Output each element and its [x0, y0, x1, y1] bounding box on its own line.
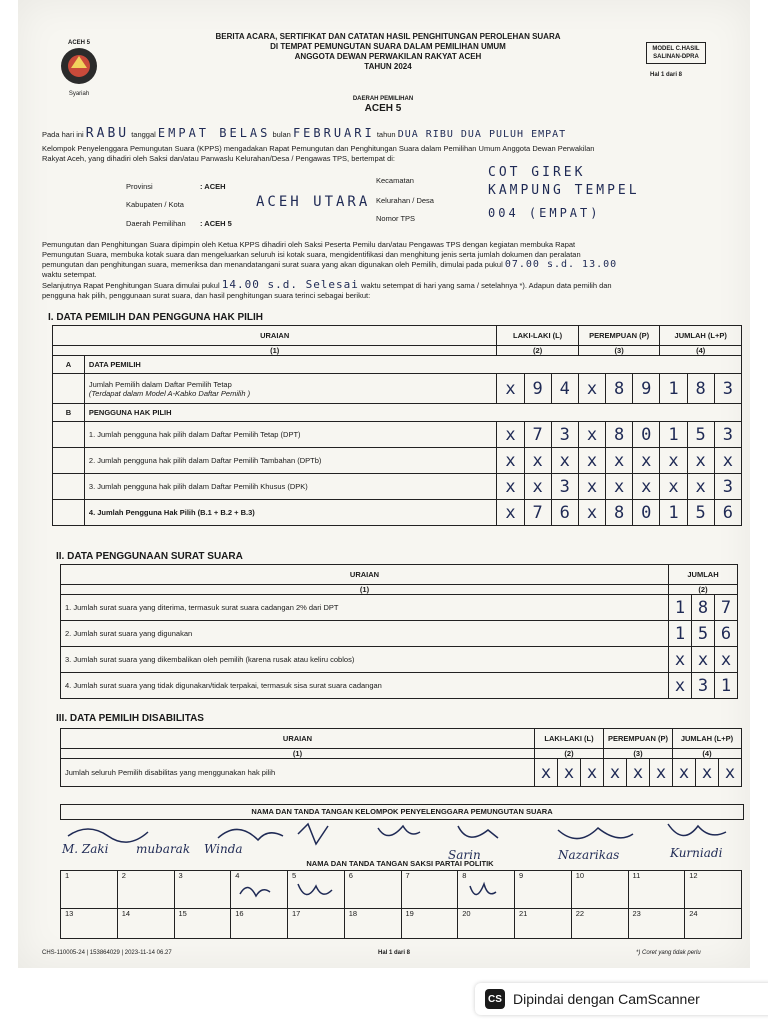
s2-row2-v-2: 5 — [692, 621, 715, 647]
title-line-3: ANGGOTA DEWAN PERWAKILAN RAKYAT ACEH — [294, 52, 482, 61]
s3-p-3: x — [650, 759, 673, 787]
s3-l-2: x — [558, 759, 581, 787]
s2-row2-label: 2. Jumlah surat suara yang digunakan — [61, 621, 669, 647]
s3-col-p: PEREMPUAN (P) — [604, 729, 673, 749]
s2-row2-v-1: 1 — [669, 621, 692, 647]
s3-j-1: x — [673, 759, 696, 787]
saksi-7: 7 — [401, 871, 458, 909]
tps-value: 004 (EMPAT) — [488, 206, 601, 220]
s2-row3-v-3: x — [715, 647, 738, 673]
tanggal-value: EMPAT BELAS — [157, 126, 271, 140]
camscanner-watermark — [475, 983, 768, 1015]
s3-l-3: x — [581, 759, 604, 787]
intro-text-b: tanggal — [131, 130, 156, 139]
section3-table — [60, 728, 742, 787]
kecamatan-value: COT GIREK — [488, 165, 586, 180]
footer-page: Hal 1 dari 8 — [378, 950, 411, 956]
s1-a1-p-1: x — [578, 374, 605, 404]
camscanner-logo-icon: CS — [485, 989, 505, 1009]
s1-b1-l-3: 3 — [551, 422, 578, 448]
s1-b4-label: 4. Jumlah Pengguna Hak Pilih (B.1 + B.2 + B.3) — [84, 500, 496, 526]
s1-b4-j-3: 6 — [714, 500, 741, 526]
s1-b1-p-1: x — [578, 422, 605, 448]
form-paper — [18, 0, 750, 968]
s1-b4-p-3: 0 — [633, 500, 660, 526]
s1-a1-label: Jumlah Pemilih dalam Daftar Pemilih Tetap — [88, 379, 232, 389]
s1-col-l: LAKI-LAKI (L) — [497, 326, 579, 346]
s1-b1-j-1: 1 — [660, 422, 687, 448]
s2-row3-label: 3. Jumlah surat suara yang dikembalikan oleh pemilih (karena rusak atau keliru coblos) — [61, 647, 669, 673]
page-number: Hal 1 dari 8 — [650, 72, 683, 78]
s2-n1: (1) — [61, 585, 669, 595]
s1-b2-l-1: x — [497, 448, 524, 474]
saksi-5: 5 — [288, 871, 345, 909]
s1-b2-j-1: x — [660, 448, 687, 474]
s3-n2: (2) — [535, 749, 604, 759]
body-line-5a: Selanjutnya Rapat Penghitungan Suara dimulai pukul — [42, 281, 220, 290]
kpps-name-6: Kurniadi — [670, 846, 723, 860]
saksi-19: 19 — [401, 909, 458, 939]
saksi-24: 24 — [685, 909, 742, 939]
s3-row — [61, 759, 742, 787]
s1-b1-l-1: x — [497, 422, 524, 448]
body-line-1: Pemungutan dan Penghitungan Suara dipimpin oleh Ketua KPPS dihadiri oleh Saksi Peserta Pemilu dan/atau Pengawas TPS dengan kegiatan membuka Rapat — [42, 240, 576, 249]
s1-b4-l-3: 6 — [551, 500, 578, 526]
s2-col-uraian: URAIAN — [61, 565, 669, 585]
body-line-2: Pemungutan Suara, membuka kotak suara dan mengeluarkan seluruh isi kotak suara, mengidentifikasi dan menghitung jenis serta jumlah dokumen dan peralatan — [42, 250, 581, 259]
kip-logo — [56, 40, 102, 100]
intro-text-a: Pada hari ini — [42, 130, 84, 139]
s2-row4-label: 4. Jumlah surat suara yang tidak digunakan/tidak terpakai, termasuk sisa surat suara cadangan — [61, 673, 669, 699]
s1-col-uraian: URAIAN — [53, 326, 497, 346]
s1-a1-sub: (Terdapat dalam Model A-Kabko Daftar Pemilih ) — [88, 388, 251, 398]
s3-n1: (1) — [61, 749, 535, 759]
s1-n4: (4) — [660, 346, 742, 356]
s1-row-b1 — [53, 422, 742, 448]
s1-b3-p-3: x — [633, 474, 660, 500]
title-line-4: TAHUN 2024 — [364, 62, 412, 71]
s1-b4-j-2: 5 — [687, 500, 714, 526]
s1-n3: (3) — [578, 346, 660, 356]
logo-label: ACEH 5 — [67, 40, 90, 46]
time-start: 07.00 s.d. 13.00 — [504, 259, 618, 270]
s1-b1-l-2: 7 — [524, 422, 551, 448]
kabupaten-value: ACEH UTARA — [256, 194, 371, 210]
s1-row-a1 — [53, 374, 742, 404]
s1-col-j: JUMLAH (L+P) — [660, 326, 742, 346]
kpps-name-4: Sarin — [448, 848, 481, 862]
emblem-icon — [59, 46, 99, 86]
intro-text-c: bulan — [272, 130, 291, 139]
s1-b3-l-2: x — [524, 474, 551, 500]
s1-row-b4 — [53, 500, 742, 526]
s1-a1-p-2: 8 — [606, 374, 633, 404]
saksi-14: 14 — [117, 909, 174, 939]
saksi-15: 15 — [174, 909, 231, 939]
s3-col-j: JUMLAH (L+P) — [673, 729, 742, 749]
body-line-6: pengguna hak pilih, penggunaan surat suara, dan hasil penghitungan suara terinci sebagai berikut: — [42, 291, 371, 300]
s3-p-2: x — [627, 759, 650, 787]
s1-row-b3 — [53, 474, 742, 500]
saksi-3: 3 — [174, 871, 231, 909]
s1-n2: (2) — [497, 346, 579, 356]
s1-b3-j-3: 3 — [714, 474, 741, 500]
intro-line — [42, 126, 742, 142]
title-line-2: DI TEMPAT PEMUNGUTAN SUARA DALAM PEMILIHAN UMUM — [270, 42, 506, 51]
s1-b4-j-1: 1 — [660, 500, 687, 526]
title-line-1: BERITA ACARA, SERTIFIKAT DAN CATATAN HASIL PENGHITUNGAN PEROLEHAN SUARA — [215, 32, 561, 41]
provinsi-label: Provinsi — [126, 182, 153, 191]
saksi-18: 18 — [344, 909, 401, 939]
kpps-name-3: Winda — [204, 842, 243, 856]
saksi-1: 1 — [61, 871, 118, 909]
saksi-4: 4 — [231, 871, 288, 909]
s1-b-code: B — [53, 404, 85, 422]
s2-row4-v-2: 3 — [692, 673, 715, 699]
s2-row-2 — [61, 621, 738, 647]
saksi-13: 13 — [61, 909, 118, 939]
intro-text-d: tahun — [376, 130, 396, 139]
s2-row4-v-3: 1 — [715, 673, 738, 699]
s1-b2-p-3: x — [633, 448, 660, 474]
saksi-9: 9 — [515, 871, 572, 909]
kelurahan-label: Kelurahan / Desa — [376, 196, 434, 205]
kelurahan-value: KAMPUNG TEMPEL — [488, 183, 640, 198]
saksi-10: 10 — [571, 871, 628, 909]
s3-p-1: x — [604, 759, 627, 787]
saksi-20: 20 — [458, 909, 515, 939]
s2-row-3 — [61, 647, 738, 673]
s1-b4-p-1: x — [578, 500, 605, 526]
s2-row3-v-2: x — [692, 647, 715, 673]
kpps-signature-title: NAMA DAN TANDA TANGAN KELOMPOK PENYELENGGARA PEMUNGUTAN SUARA — [60, 804, 744, 820]
kabupaten-label: Kabupaten / Kota — [126, 200, 184, 209]
kpps-name-1: M. Zaki — [62, 842, 109, 856]
s1-col-p: PEREMPUAN (P) — [578, 326, 660, 346]
s1-a-code: A — [53, 356, 85, 374]
intro-p2: Kelompok Penyelenggara Pemungutan Suara (KPPS) mengadakan Rapat Pemungutan dan Penghitungan Suara dalam Pemilihan Umum Anggota Dewan Perwakilan — [42, 144, 595, 153]
daerah-label: DAERAH PEMILIHAN — [352, 96, 414, 102]
camscanner-text: Dipindai dengan CamScanner — [513, 991, 700, 1007]
s2-row2-v-3: 6 — [715, 621, 738, 647]
model-box: MODEL C.HASIL SALINAN-DPRA — [646, 42, 706, 64]
section2-table — [60, 564, 738, 699]
s3-n3: (3) — [604, 749, 673, 759]
section2-title: II. DATA PENGGUNAAN SURAT SUARA — [56, 551, 243, 562]
saksi-17: 17 — [288, 909, 345, 939]
s2-n2: (2) — [669, 585, 738, 595]
daerah-heading — [318, 94, 448, 114]
doc-title — [188, 32, 588, 72]
s3-col-uraian: URAIAN — [61, 729, 535, 749]
provinsi-value: : ACEH — [200, 182, 226, 191]
kpps-signature-marks — [58, 818, 748, 850]
saksi-22: 22 — [571, 909, 628, 939]
daerah-pemilihan-value: : ACEH 5 — [200, 219, 232, 228]
hari-value: RABU — [85, 126, 130, 141]
s1-b2-l-2: x — [524, 448, 551, 474]
body-text — [42, 240, 752, 301]
s1-a1-j-1: 1 — [660, 374, 687, 404]
s1-b2-l-3: x — [551, 448, 578, 474]
s1-b1-j-2: 5 — [687, 422, 714, 448]
logo-sub: Syariah — [68, 91, 90, 97]
s1-a1-j-3: 3 — [714, 374, 741, 404]
kpps-name-5: Nazarikas — [558, 848, 620, 862]
s1-n1: (1) — [53, 346, 497, 356]
s1-a1-l-1: x — [497, 374, 524, 404]
s2-row1-v-3: 7 — [715, 595, 738, 621]
footer-note: *) Coret yang tidak perlu — [636, 950, 701, 956]
s3-n4: (4) — [673, 749, 742, 759]
saksi-23: 23 — [628, 909, 685, 939]
s1-b1-p-2: 8 — [606, 422, 633, 448]
saksi-signature-marks — [238, 878, 498, 908]
s1-b3-p-2: x — [606, 474, 633, 500]
intro-p3: Rakyat Aceh, yang dihadiri oleh Saksi dan/atau Panwaslu Kelurahan/Desa / Pengawas TPS, bertempat di: — [42, 154, 395, 163]
tps-label: Nomor TPS — [376, 214, 416, 223]
s1-b3-j-2: x — [687, 474, 714, 500]
s2-row4-v-1: x — [669, 673, 692, 699]
section3-title: III. DATA PEMILIH DISABILITAS — [56, 713, 204, 724]
bulan-value: FEBRUARI — [292, 126, 375, 140]
daerah-value: ACEH 5 — [364, 103, 402, 114]
count-time: 14.00 s.d. Selesai — [221, 278, 359, 291]
tahun-value: DUA RIBU DUA PULUH EMPAT — [397, 129, 567, 140]
s3-l-1: x — [535, 759, 558, 787]
s1-b2-j-2: x — [687, 448, 714, 474]
s2-row-1 — [61, 595, 738, 621]
s3-j-3: x — [719, 759, 742, 787]
body-line-4: waktu setempat. — [42, 270, 97, 279]
s1-b2-j-3: x — [714, 448, 741, 474]
s2-row-4 — [61, 673, 738, 699]
s3-row-label: Jumlah seluruh Pemilih disabilitas yang menggunakan hak pilih — [61, 759, 535, 787]
s1-b4-p-2: 8 — [606, 500, 633, 526]
kecamatan-label: Kecamatan — [376, 176, 414, 185]
s1-b3-p-1: x — [578, 474, 605, 500]
s1-b1-j-3: 3 — [714, 422, 741, 448]
saksi-6: 6 — [344, 871, 401, 909]
s1-a1-j-2: 8 — [687, 374, 714, 404]
kpps-name-2: mubarak — [136, 842, 191, 856]
s1-b1-p-3: 0 — [633, 422, 660, 448]
s2-row1-v-1: 1 — [669, 595, 692, 621]
s1-b2-p-2: x — [606, 448, 633, 474]
s1-b2-label: 2. Jumlah pengguna hak pilih dalam Daftar Pemilih Tambahan (DPTb) — [84, 448, 496, 474]
s1-b3-l-1: x — [497, 474, 524, 500]
s1-b1-label: 1. Jumlah pengguna hak pilih dalam Daftar Pemilih Tetap (DPT) — [84, 422, 496, 448]
s1-b3-label: 3. Jumlah pengguna hak pilih dalam Daftar Pemilih Khusus (DPK) — [84, 474, 496, 500]
daerah-pemilihan-label: Daerah Pemilihan — [126, 219, 186, 228]
s1-a1-l-3: 4 — [551, 374, 578, 404]
s1-b-title: PENGGUNA HAK PILIH — [84, 404, 741, 422]
s1-b2-p-1: x — [578, 448, 605, 474]
saksi-signature-title: NAMA DAN TANDA TANGAN SAKSI PARTAI POLITIK — [306, 859, 494, 868]
s1-a-title: DATA PEMILIH — [84, 356, 741, 374]
saksi-21: 21 — [515, 909, 572, 939]
s1-b4-l-1: x — [497, 500, 524, 526]
s3-j-2: x — [696, 759, 719, 787]
saksi-12: 12 — [685, 871, 742, 909]
section1-table — [52, 325, 742, 526]
section1-title: I. DATA PEMILIH DAN PENGGUNA HAK PILIH — [48, 312, 263, 323]
s1-b3-j-1: x — [660, 474, 687, 500]
saksi-2: 2 — [117, 871, 174, 909]
saksi-11: 11 — [628, 871, 685, 909]
s2-col-j: JUMLAH — [669, 565, 738, 585]
body-line-3: pemungutan dan penghitungan suara, memeriksa dan menandatangani surat suara yang akan digunakan oleh Pemilih, dimulai pada pukul — [42, 260, 503, 269]
saksi-16: 16 — [231, 909, 288, 939]
body-line-5b: waktu setempat di hari yang sama / setelahnya *). Adapun data pemilih dan — [361, 281, 612, 290]
s1-b3-l-3: 3 — [551, 474, 578, 500]
s2-row3-v-1: x — [669, 647, 692, 673]
saksi-8: 8 — [458, 871, 515, 909]
footer-code: CHS-110005-24 | 153864029 | 2023-11-14 06.27 — [42, 950, 172, 956]
s1-row-b2 — [53, 448, 742, 474]
s1-a1-l-2: 9 — [524, 374, 551, 404]
s2-row1-v-2: 8 — [692, 595, 715, 621]
s2-row1-label: 1. Jumlah surat suara yang diterima, termasuk surat suara cadangan 2% dari DPT — [61, 595, 669, 621]
s1-a1-p-3: 9 — [633, 374, 660, 404]
s3-col-l: LAKI-LAKI (L) — [535, 729, 604, 749]
s1-b4-l-2: 7 — [524, 500, 551, 526]
